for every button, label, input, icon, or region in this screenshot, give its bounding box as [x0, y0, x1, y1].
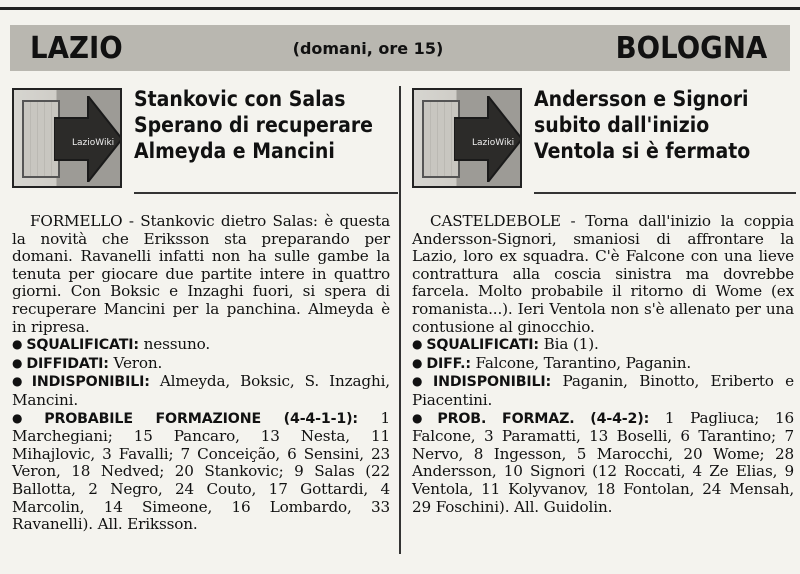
bullet-icon: ●: [12, 337, 23, 352]
bullet-icon: ●: [412, 337, 423, 352]
info-label: SQUALIFICATI:: [26, 337, 139, 354]
headline-rule: [134, 192, 398, 194]
top-rule: [0, 7, 800, 10]
headline-line: Almeyda e Mancini: [134, 139, 335, 163]
away-team: BOLOGNA: [615, 30, 768, 66]
info-item: [412, 336, 794, 355]
info-label: PROB. FORMAZ. (4-4-2):: [437, 410, 650, 427]
info-text: Almeyda, Boksic, S. Inzaghi, Mancini.: [12, 372, 390, 409]
home-team: LAZIO: [30, 30, 123, 66]
headline: [534, 86, 792, 164]
headline-line: subito dall'inizio: [534, 113, 710, 137]
info-label: PROBABILE FORMAZIONE (4-4-1-1):: [44, 410, 358, 427]
photo-watermark: LazioWiki: [472, 138, 515, 148]
info-text: Veron.: [108, 353, 163, 372]
info-label: INDISPONIBILI:: [433, 374, 552, 391]
article-body: [412, 213, 794, 516]
info-label: DIFF.:: [426, 355, 471, 372]
headline: [134, 86, 396, 164]
match-time: (domani, ore 15): [292, 38, 444, 58]
photo-watermark: LazioWiki: [72, 138, 115, 148]
info-item: [412, 373, 794, 409]
info-text: nessuno.: [138, 335, 211, 354]
bullet-icon: ●: [12, 355, 23, 370]
info-label: SQUALIFICATI:: [426, 337, 539, 354]
info-item: [412, 410, 794, 517]
bullet-icon: ●: [412, 355, 423, 370]
player-photo: [12, 88, 122, 188]
headline-line: Andersson e Signori: [534, 87, 749, 111]
headline-rule: [534, 192, 796, 194]
info-label: DIFFIDATI:: [26, 355, 109, 372]
headline-line: Stankovic con Salas: [134, 87, 346, 111]
info-label: INDISPONIBILI:: [31, 374, 150, 391]
info-text: 1 Marchegiani; 15 Pancaro, 13 Nesta, 11 Mihajlovic, 3 Favalli; 7 Conceição, 6 Sensini, 23 Veron, 18 Nedved; 20 Stankovic; 9 Salas (22 Ballotta, 2 Negro, 24 Couto, 17 Gottardi, 4 Marcolin, 14 Simeone, 16 Lombardo, 33 Ravanelli). All. Eriksson.: [12, 408, 390, 534]
info-item: [412, 355, 794, 374]
info-text: Falcone, Tarantino, Paganin.: [470, 353, 692, 372]
bullet-icon: ●: [12, 374, 28, 389]
info-item: [12, 355, 390, 374]
info-item: [12, 373, 390, 409]
headline-line: Sperano di recuperare: [134, 113, 374, 137]
bullet-icon: ●: [12, 410, 41, 425]
article-body: [12, 213, 390, 534]
article-intro: FORMELLO - Stankovic dietro Salas: è questa la novità che Eriksson sta preparando per domani. Ravanelli infatti non ha sulle gambe la tenuta per giocare due partite intere in quattro giorni. Con Boksic e Inzaghi fuori, si spera di recuperare Mancini per la panchina. Almeyda è in ripresa.: [12, 212, 390, 336]
info-text: Paganin, Binotto, Eriberto e Piacentini.: [412, 372, 794, 409]
info-text: 1 Pagliuca; 16 Falcone, 3 Paramatti, 13 Boselli, 6 Tarantino; 7 Nervo, 8 Ingesson, 5 Marocchi, 20 Wome; 28 Andersson, 10 Signori (12 Roccati, 4 Ze Elias, 9 Ventola, 11 Kolyvanov, 18 Fontolan, 24 Mensah, 29 Foschini). All. Guidolin.: [412, 408, 794, 516]
headline-line: Ventola si è fermato: [534, 139, 751, 163]
info-item: [12, 410, 390, 534]
player-photo: [412, 88, 522, 188]
bullet-icon: ●: [412, 374, 430, 389]
bullet-icon: ●: [412, 410, 434, 425]
info-item: [12, 336, 390, 355]
article-intro: CASTELDEBOLE - Torna dall'inizio la coppia Andersson-Signori, smaniosi di affrontare la Lazio, loro ex squadra. C'è Falcone con una lieve contrattura alla coscia sinistra ma dovrebbe farcela. Molto probabile il ritorno di Wome (ex romanista...). Ieri Ventola non s'è allenato per una contusione al ginocchio.: [412, 212, 794, 336]
column-divider: [399, 86, 401, 554]
info-text: Bia (1).: [538, 335, 599, 354]
match-header: [10, 25, 790, 71]
